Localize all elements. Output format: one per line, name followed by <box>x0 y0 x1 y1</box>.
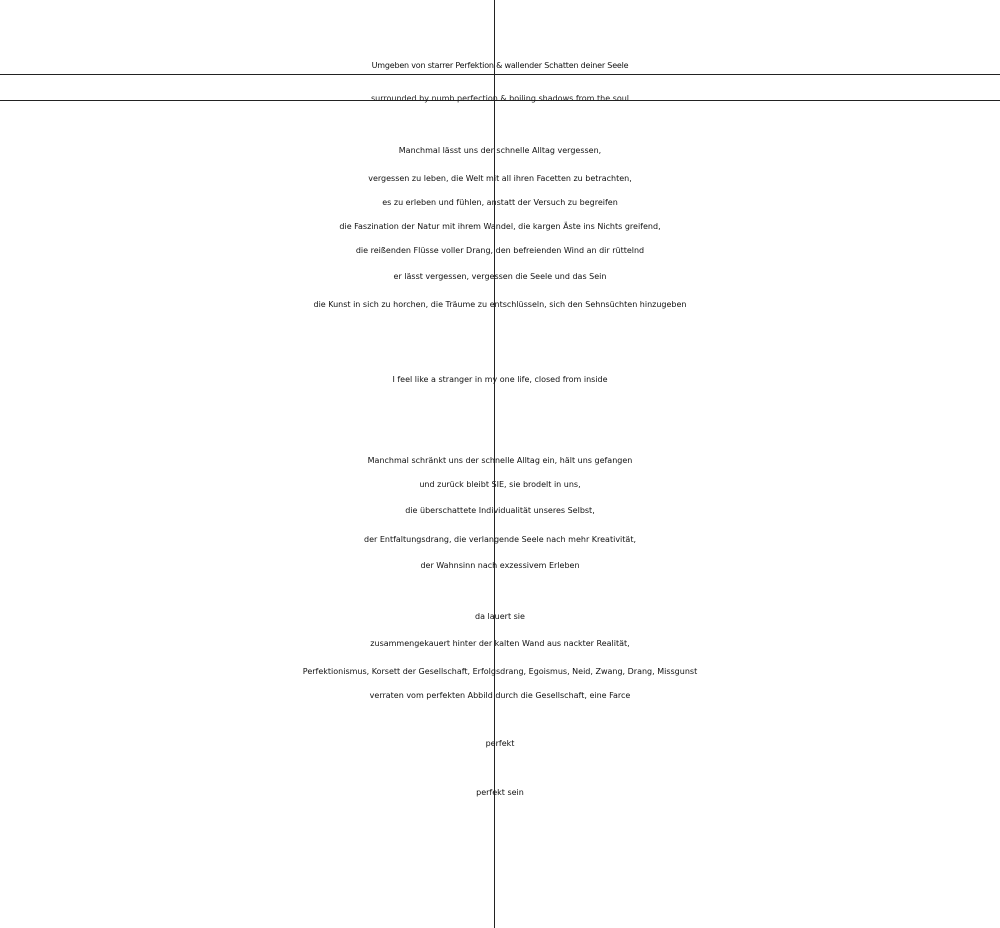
stanza3-line2: zusammengekauert hinter der kalten Wand aus nackter Realität, <box>370 639 630 648</box>
stanza3-line1: da lauert sie <box>475 612 525 621</box>
poem-subtitle: surrounded by numb perfection & boiling shadows from the soul <box>370 94 630 103</box>
stanza3-line3: Perfektionismus, Korsett der Gesellschaft, Erfolgsdrang, Egoismus, Neid, Zwang, Drang, Missgunst <box>302 667 698 676</box>
poem-title: Umgeben von starrer Perfektion & wallender Schatten deiner Seele <box>371 61 629 70</box>
stanza1-line4: die Faszination der Natur mit ihrem Wandel, die kargen Äste ins Nichts greifend, <box>339 222 661 231</box>
stanza3-line4: verraten vom perfekten Abbild durch die Gesellschaft, eine Farce <box>369 691 631 700</box>
stanza1-line3: es zu erleben und fühlen, anstatt der Versuch zu begreifen <box>382 198 618 207</box>
ending-line2: perfekt sein <box>476 788 524 797</box>
stanza1-line5: die reißenden Flüsse voller Drang, den befreienden Wind an dir rüttelnd <box>355 246 645 255</box>
stanza1-line1: Manchmal lässt uns der schnelle Alltag vergessen, <box>398 146 602 155</box>
stanza2-line5: der Wahnsinn nach exzessivem Erleben <box>420 561 580 570</box>
stanza1-line2: vergessen zu leben, die Welt mit all ihren Facetten zu betrachten, <box>368 174 632 183</box>
refrain-line: I feel like a stranger in my one life, closed from inside <box>392 375 608 384</box>
stanza2-line1: Manchmal schränkt uns der schnelle Alltag ein, hält uns gefangen <box>367 456 633 465</box>
stanza2-line3: die überschattete Individualität unseres Selbst, <box>405 506 595 515</box>
stanza1-line7: die Kunst in sich zu horchen, die Träume zu entschlüsseln, sich den Sehnsüchten hinzugeben <box>313 300 687 309</box>
top-horizontal-rule <box>0 74 1000 75</box>
stanza1-line6: er lässt vergessen, vergessen die Seele und das Sein <box>393 272 607 281</box>
stanza2-line2: und zurück bleibt SIE, sie brodelt in uns, <box>419 480 581 489</box>
stanza2-line4: der Entfaltungsdrang, die verlangende Seele nach mehr Kreativität, <box>363 535 636 544</box>
ending-line1: perfekt <box>485 739 515 748</box>
